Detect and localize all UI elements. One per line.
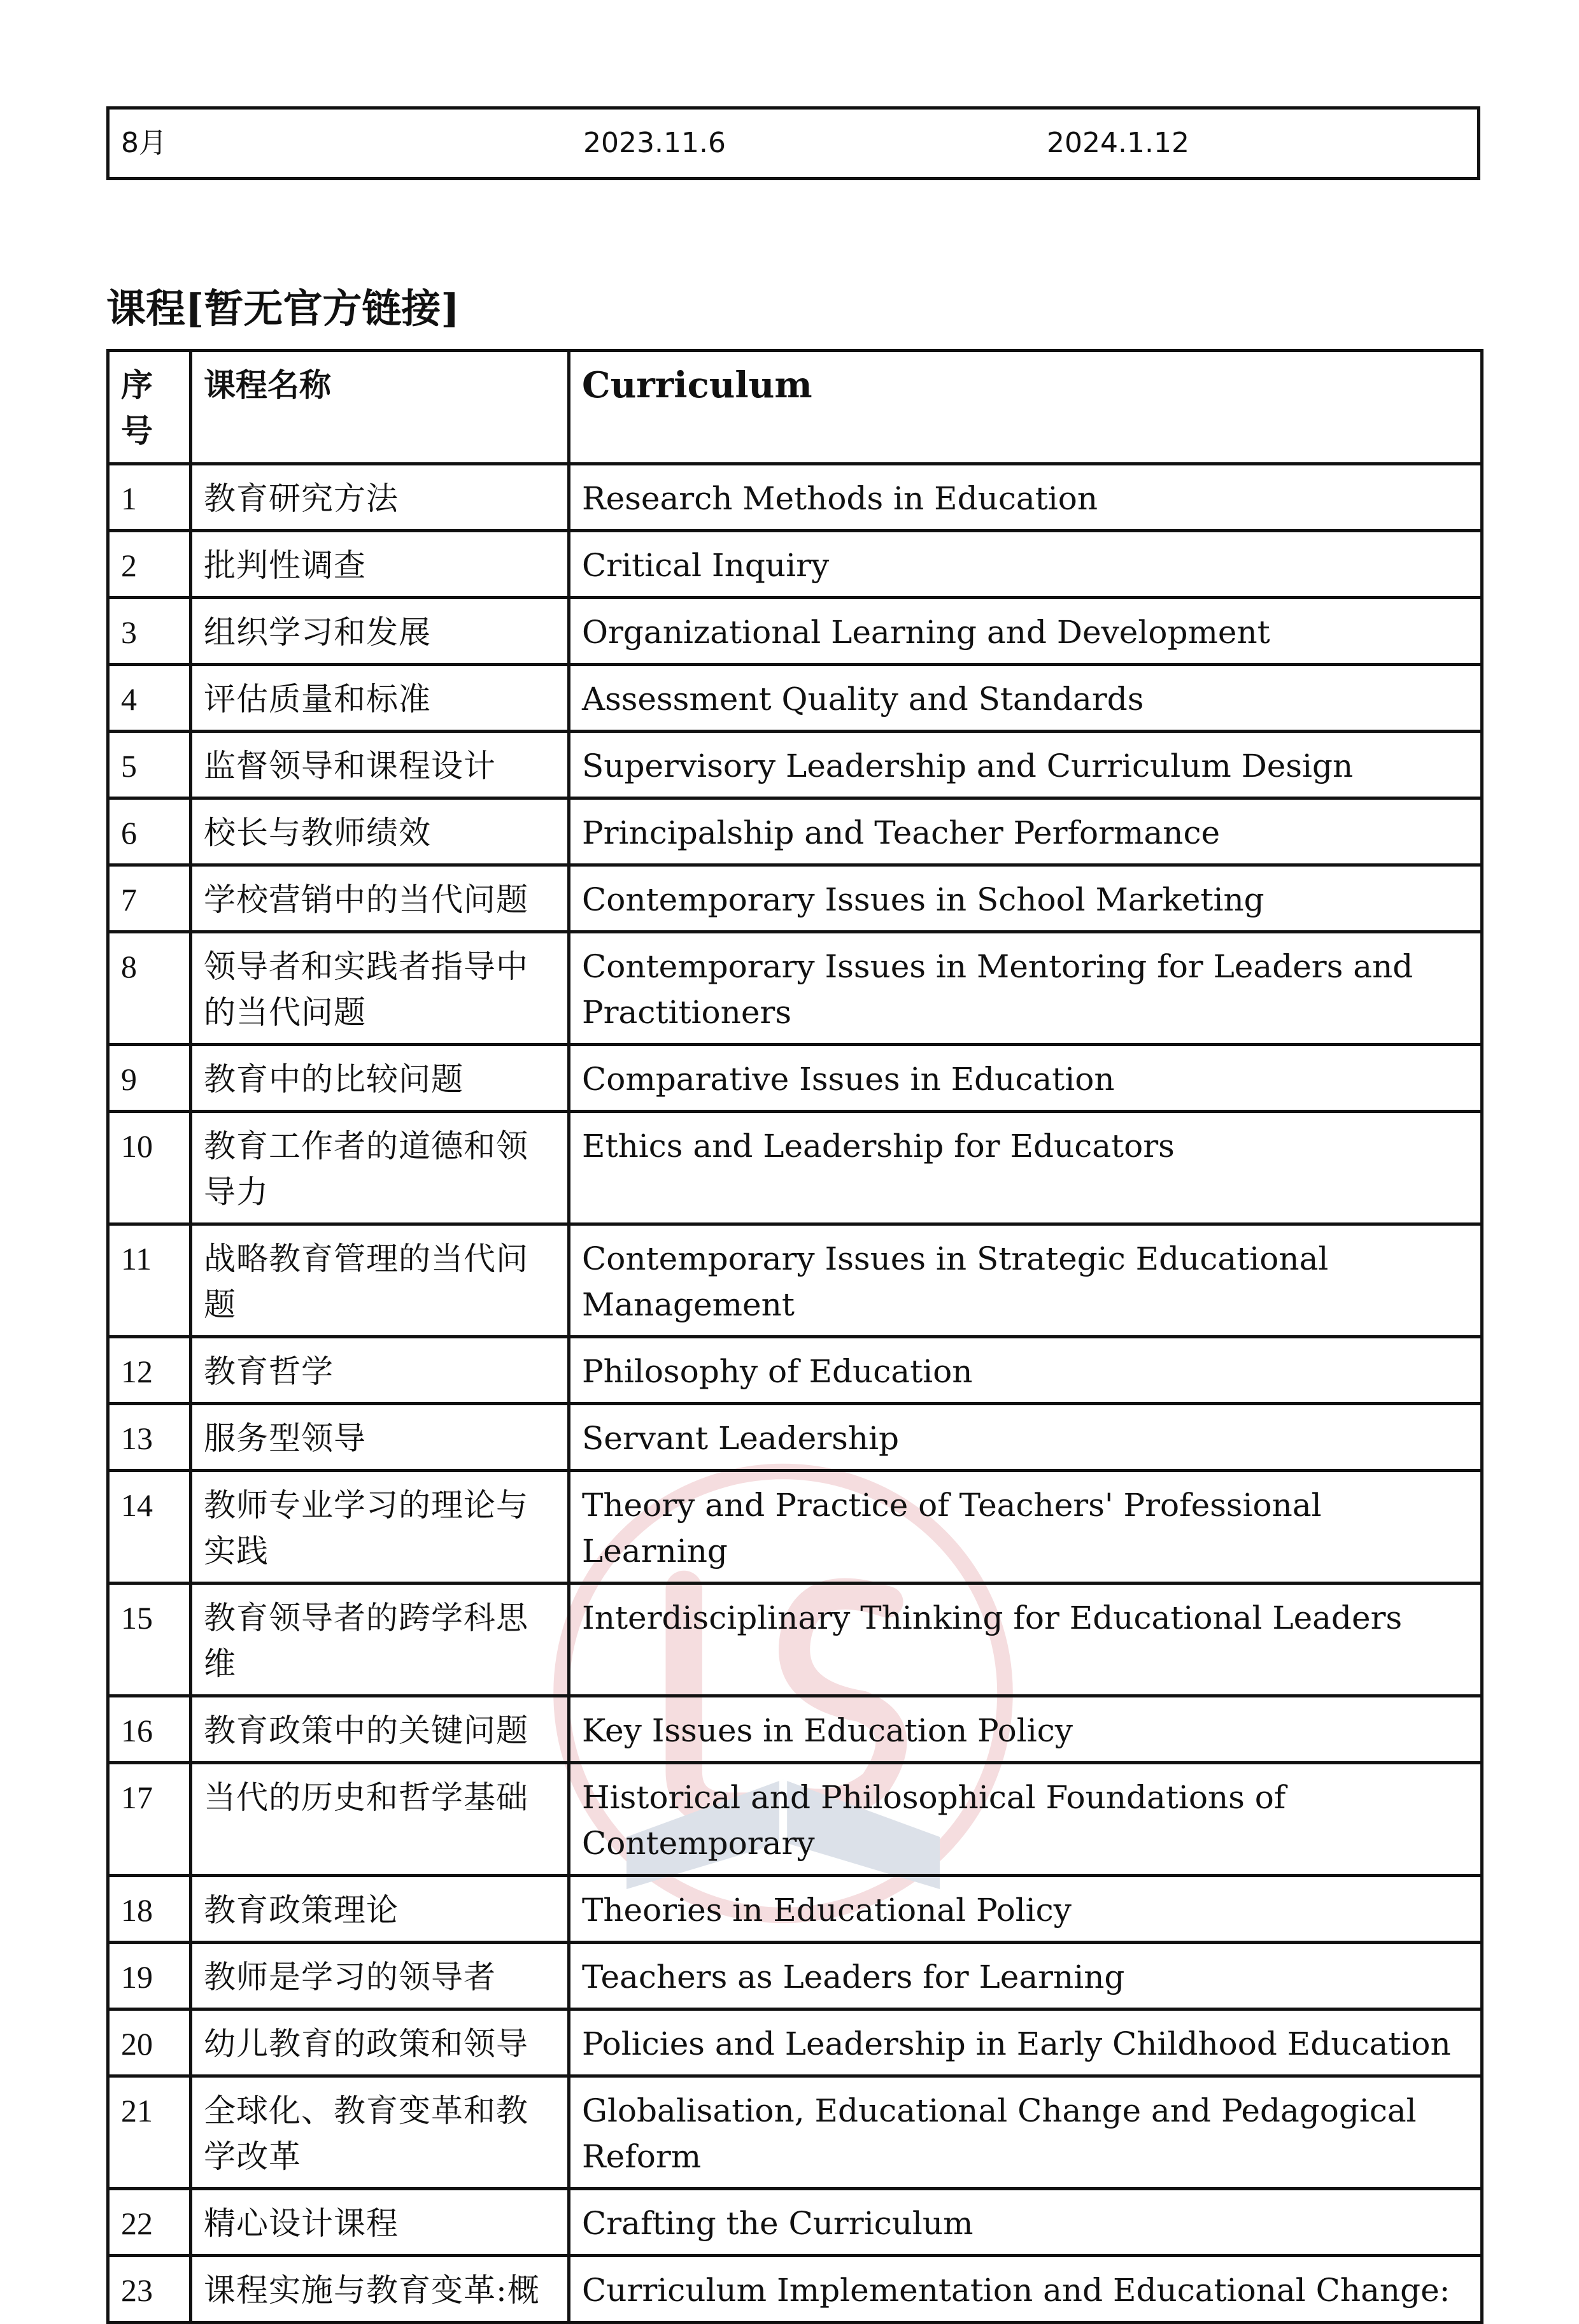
table-row [108, 464, 1482, 531]
row-course-name-zh: 领导者和实践者指导中的当代问题 [191, 932, 569, 1045]
courses-heading: 课程[暂无官方链接] [106, 285, 460, 332]
row-course-name-zh: 校长与教师绩效 [191, 798, 569, 865]
table-row [108, 1471, 1482, 1584]
table-row [108, 2189, 1482, 2256]
row-index: 21 [108, 2076, 191, 2189]
row-course-name-zh: 当代的历史和哲学基础 [191, 1763, 569, 1876]
row-index: 15 [108, 1584, 191, 1696]
row-course-name-zh: 服务型领导 [191, 1404, 569, 1471]
row-index: 6 [108, 798, 191, 865]
row-course-name-en: Servant Leadership [569, 1404, 1482, 1471]
date-row-table [106, 106, 1480, 180]
row-course-name-zh: 幼儿教育的政策和领导 [191, 2009, 569, 2076]
row-course-name-zh: 全球化、教育变革和教学改革 [191, 2076, 569, 2189]
row-index: 8 [108, 932, 191, 1045]
row-index: 12 [108, 1337, 191, 1404]
table-row [108, 932, 1482, 1045]
courses-table [106, 349, 1483, 2324]
table-row [108, 1112, 1482, 1224]
table-row [108, 1584, 1482, 1696]
row-course-name-en: Historical and Philosophical Foundations of Contemporary [569, 1763, 1482, 1876]
row-index: 10 [108, 1112, 191, 1224]
table-row [108, 1876, 1482, 1943]
table-row [108, 2256, 1482, 2323]
row-course-name-en: Interdisciplinary Thinking for Educational Leaders [569, 1584, 1482, 1696]
row-course-name-en: Contemporary Issues in School Marketing [569, 865, 1482, 932]
row-course-name-en: Teachers as Leaders for Learning [569, 1943, 1482, 2009]
table-row [108, 1404, 1482, 1471]
row-course-name-en: Curriculum Implementation and Educational Change: [569, 2256, 1482, 2323]
row-course-name-zh: 评估质量和标准 [191, 665, 569, 732]
row-index: 16 [108, 1696, 191, 1763]
row-course-name-en: Ethics and Leadership for Educators [569, 1112, 1482, 1224]
row-course-name-en: Principalship and Teacher Performance [569, 798, 1482, 865]
row-index: 18 [108, 1876, 191, 1943]
table-header-row [108, 351, 1482, 464]
row-course-name-zh: 教育工作者的道德和领导力 [191, 1112, 569, 1224]
row-course-name-en: Organizational Learning and Development [569, 598, 1482, 665]
table-row [108, 665, 1482, 732]
table-row [108, 1943, 1482, 2009]
row-index: 3 [108, 598, 191, 665]
row-index: 2 [108, 531, 191, 598]
table-row [108, 531, 1482, 598]
row-course-name-en: Globalisation, Educational Change and Pedagogical Reform [569, 2076, 1482, 2189]
header-index: 序号 [108, 351, 191, 464]
table-row [108, 865, 1482, 932]
row-course-name-zh: 组织学习和发展 [191, 598, 569, 665]
row-course-name-zh: 教育政策理论 [191, 1876, 569, 1943]
row-index: 17 [108, 1763, 191, 1876]
row-index: 20 [108, 2009, 191, 2076]
row-course-name-en: Theory and Practice of Teachers' Professional Learning [569, 1471, 1482, 1584]
row-index: 19 [108, 1943, 191, 2009]
row-index: 9 [108, 1045, 191, 1112]
header-course-name: 课程名称 [191, 351, 569, 464]
row-course-name-zh: 教育政策中的关键问题 [191, 1696, 569, 1763]
row-index: 5 [108, 732, 191, 798]
header-curriculum: Curriculum [569, 351, 1482, 464]
row-course-name-en: Contemporary Issues in Mentoring for Leaders and Practitioners [569, 932, 1482, 1045]
row-course-name-en: Comparative Issues in Education [569, 1045, 1482, 1112]
row-course-name-zh: 监督领导和课程设计 [191, 732, 569, 798]
row-course-name-zh: 精心设计课程 [191, 2189, 569, 2256]
table-row [108, 798, 1482, 865]
table-row [108, 598, 1482, 665]
row-course-name-zh: 教育哲学 [191, 1337, 569, 1404]
row-index: 7 [108, 865, 191, 932]
row-course-name-zh: 战略教育管理的当代问题 [191, 1224, 569, 1337]
table-row [108, 1337, 1482, 1404]
row-course-name-en: Critical Inquiry [569, 531, 1482, 598]
date-row-month: 8月 [121, 127, 167, 159]
row-course-name-zh: 教师是学习的领导者 [191, 1943, 569, 2009]
table-row [108, 1763, 1482, 1876]
row-course-name-zh: 课程实施与教育变革:概 [191, 2256, 569, 2323]
row-index: 13 [108, 1404, 191, 1471]
row-course-name-zh: 学校营销中的当代问题 [191, 865, 569, 932]
row-course-name-en: Contemporary Issues in Strategic Educational Management [569, 1224, 1482, 1337]
row-course-name-zh: 教育领导者的跨学科思维 [191, 1584, 569, 1696]
table-row [108, 1224, 1482, 1337]
row-course-name-zh: 教育中的比较问题 [191, 1045, 569, 1112]
table-row [108, 1696, 1482, 1763]
row-course-name-en: Policies and Leadership in Early Childhood Education [569, 2009, 1482, 2076]
row-course-name-en: Key Issues in Education Policy [569, 1696, 1482, 1763]
row-course-name-zh: 批判性调查 [191, 531, 569, 598]
row-course-name-zh: 教师专业学习的理论与实践 [191, 1471, 569, 1584]
table-row [108, 2076, 1482, 2189]
row-index: 14 [108, 1471, 191, 1584]
row-course-name-en: Research Methods in Education [569, 464, 1482, 531]
row-index: 4 [108, 665, 191, 732]
table-row [108, 1045, 1482, 1112]
row-course-name-en: Assessment Quality and Standards [569, 665, 1482, 732]
row-index: 22 [108, 2189, 191, 2256]
table-row [108, 2009, 1482, 2076]
row-course-name-en: Supervisory Leadership and Curriculum Design [569, 732, 1482, 798]
row-course-name-zh: 教育研究方法 [191, 464, 569, 531]
row-index: 11 [108, 1224, 191, 1337]
row-course-name-en: Theories in Educational Policy [569, 1876, 1482, 1943]
row-index: 1 [108, 464, 191, 531]
date-row-end-date: 2024.1.12 [1047, 127, 1189, 159]
row-course-name-en: Crafting the Curriculum [569, 2189, 1482, 2256]
table-row [108, 732, 1482, 798]
row-course-name-en: Philosophy of Education [569, 1337, 1482, 1404]
date-row-start-date: 2023.11.6 [583, 127, 726, 159]
row-index: 23 [108, 2256, 191, 2323]
